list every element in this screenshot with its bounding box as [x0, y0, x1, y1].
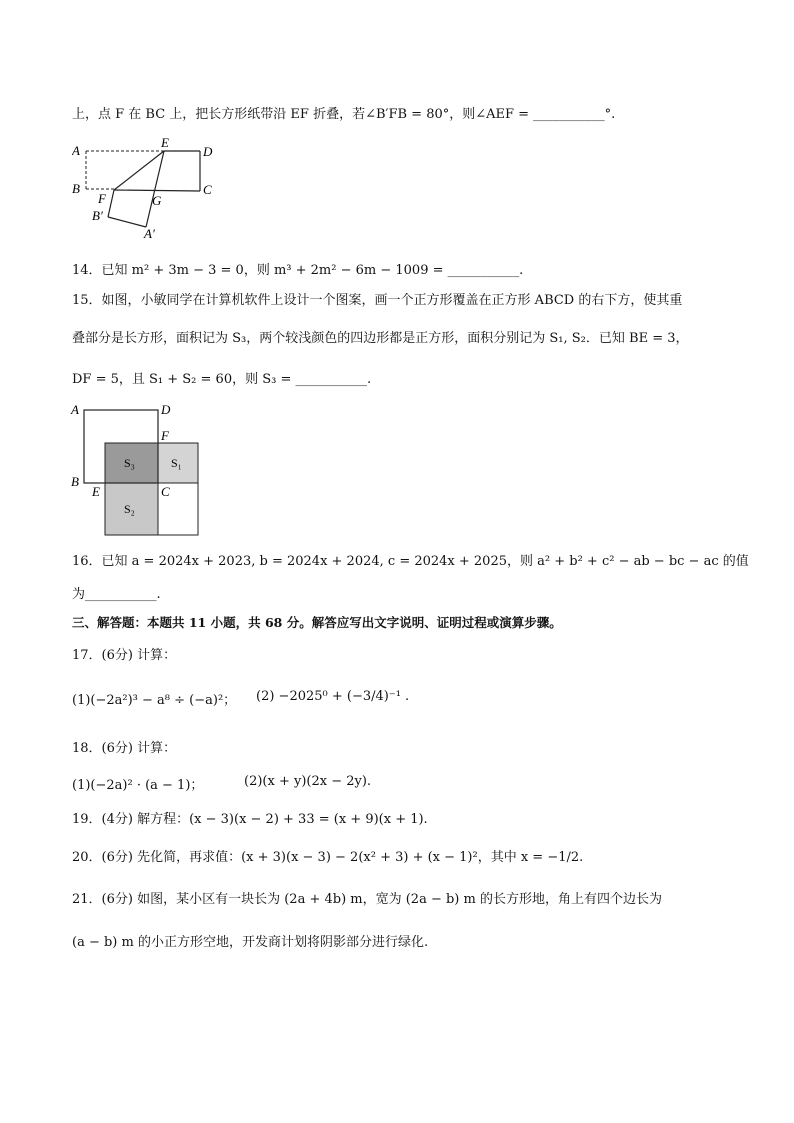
fig15-label-C: C	[161, 484, 170, 499]
q21-line2: (a − b) m 的小正方形空地，开发商计划将阴影部分进行绿化.	[72, 935, 429, 950]
fig15-label-F: F	[161, 428, 169, 443]
fig13-label-F: F	[98, 191, 106, 206]
fig13-label-E: E	[161, 135, 169, 150]
fig15-label-S3: S₃	[124, 456, 135, 470]
fig13-label-C: C	[203, 182, 212, 197]
fig15-label-S1: S₁	[171, 456, 182, 470]
q19-text: 19．(4分) 解方程：(x − 3)(x − 2) + 33 = (x + 9)(x + 1).	[72, 812, 428, 827]
fig13-label-A-prime: A′	[144, 226, 155, 240]
fig15-label-A: A	[71, 402, 79, 417]
fig13-label-D: D	[203, 144, 213, 159]
q17-part1: (1)(−2a²)³ − a⁸ ÷ (−a)²；	[72, 693, 237, 708]
square-figure	[70, 400, 205, 540]
q17-title: 17．(6分) 计算：	[72, 648, 177, 663]
q15-line3: DF = 5，且 S₁ + S₂ = 60，则 S₃ = ___________.	[72, 372, 372, 387]
q17-part2: (2) −2025⁰ + (−3/4)⁻¹ .	[256, 689, 410, 704]
fig13-label-G: G	[152, 193, 162, 208]
q13-text: 上，点 F 在 BC 上，把长方形纸带沿 EF 折叠，若∠B′FB = 80°，则∠AEF = ___________°.	[72, 107, 616, 122]
fig13-label-B: B	[72, 181, 80, 196]
fig15-label-S2: S₂	[124, 502, 135, 516]
fig15-label-D: D	[161, 402, 171, 417]
q14-text: 14．已知 m² + 3m − 3 = 0，则 m³ + 2m² − 6m − 1009 = ___________.	[72, 263, 524, 278]
q16-line1: 16．已知 a = 2024x + 2023, b = 2024x + 2024, c = 2024x + 2025，则 a² + b² + c² − ab − bc − ac 的值	[72, 554, 749, 569]
q15-line2: 叠部分是长方形，面积记为 S₃，两个较浅颜色的四边形都是正方形，面积分别记为 S₁, S₂．已知 BE = 3，	[72, 331, 689, 346]
q18-part1: (1)(−2a)² · (a − 1)；	[72, 778, 204, 793]
q18-part2: (2)(x + y)(2x − 2y).	[244, 774, 372, 789]
fig15-label-E: E	[92, 484, 100, 499]
q18-title: 18．(6分) 计算：	[72, 741, 177, 756]
section-3-heading: 三、解答题：本题共 11 小题，共 68 分。解答应写出文字说明、证明过程或演算步骤。	[72, 615, 562, 630]
fig13-label-A: A	[72, 143, 80, 158]
q15-line1: 15．如图，小敏同学在计算机软件上设计一个图案，画一个正方形覆盖在正方形 ABCD 的右下方，使其重	[72, 293, 683, 308]
fig13-label-B-prime: B′	[92, 208, 103, 223]
q16-line2: 为___________.	[72, 587, 161, 602]
fig15-label-B: B	[71, 474, 79, 489]
fold-figure	[72, 135, 222, 240]
q21-line1: 21．(6分) 如图，某小区有一块长为 (2a + 4b) m，宽为 (2a − b) m 的长方形地，角上有四个边长为	[72, 892, 662, 907]
q20-text: 20．(6分) 先化简，再求值：(x + 3)(x − 3) − 2(x² + 3) + (x − 1)²，其中 x = −1/2.	[72, 850, 584, 865]
